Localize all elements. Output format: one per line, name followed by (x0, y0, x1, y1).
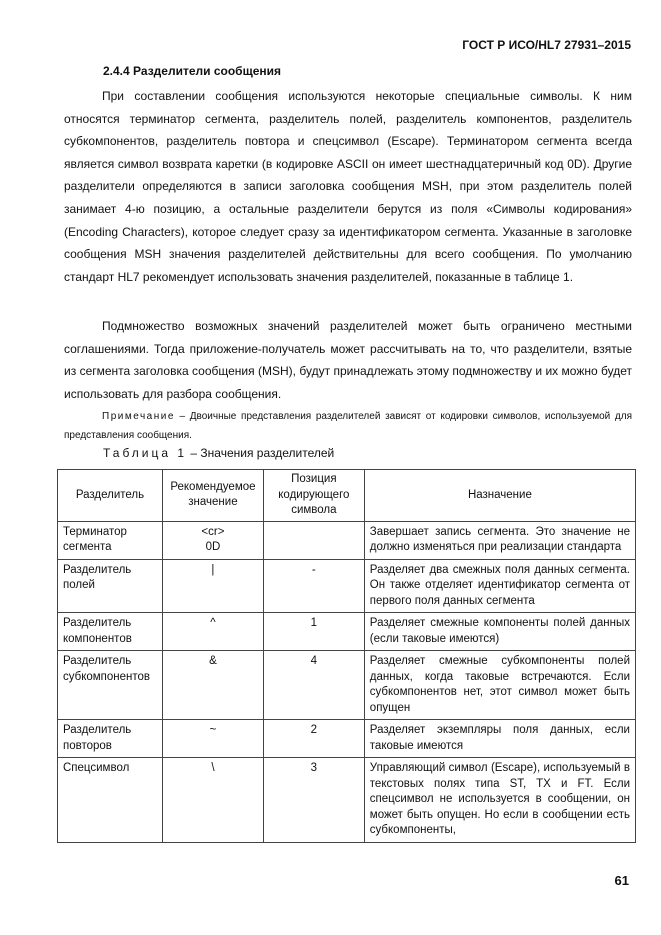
cell-position: 4 (263, 651, 364, 720)
cell-purpose: Разделяет смежные субкомпоненты полей данных, когда таковые встречаются. Если субкомпонентов нет, этот символ может быть опущен (364, 651, 635, 720)
value-line-2: 0D (205, 541, 221, 553)
cell-delimiter-name: Разделитель повторов (58, 720, 163, 758)
cell-purpose: Разделяет экземпляры поля данных, если таковые имеются (364, 720, 635, 758)
cell-recommended-value: ~ (162, 720, 263, 758)
paragraph-delimiter-subset: Подмножество возможных значений разделителей может быть ограничено местными соглашениями. Тогда приложение-получатель может рассчитывать на то, что разделители, взятые из сегмента заголовка сообщения (MSH), будут принадлежать этому подмножеству и их можно будет использовать для разбора сообщения. (64, 319, 632, 401)
table-caption-text: – Значения разделителей (187, 446, 335, 460)
cell-delimiter-name: Терминатор сегмента (58, 521, 163, 559)
delimiters-table (57, 469, 636, 843)
cell-purpose: Разделяет смежные компоненты полей данных (если таковые имеются) (364, 613, 635, 651)
cell-recommended-value: ^ (162, 613, 263, 651)
cell-position: - (263, 559, 364, 613)
page-number: 61 (614, 873, 629, 888)
cell-recommended-value: \ (162, 758, 263, 843)
table-row (58, 758, 636, 843)
header-delimiter: Разделитель (58, 470, 163, 522)
cell-delimiter-name: Спецсимвол (58, 758, 163, 843)
cell-purpose: Разделяет два смежных поля данных сегмента. Он также отделяет идентификатор сегмента от первого поля данных сегмента (364, 559, 635, 613)
document-code-header: ГОСТ Р ИСО/HL7 27931–2015 (462, 38, 631, 52)
section-title: 2.4.4 Разделители сообщения (103, 64, 282, 78)
header-recommended-value: Рекомендуемое значение (162, 470, 263, 522)
cell-delimiter-name: Разделитель компонентов (58, 613, 163, 651)
header-purpose: Назначение (364, 470, 635, 522)
table-row (58, 521, 636, 559)
cell-position: 3 (263, 758, 364, 843)
table-row (58, 613, 636, 651)
note-text: – Двоичные представления разделителей зависят от кодировки символов, используемой для представления сообщения. (64, 411, 632, 441)
cell-delimiter-name: Разделитель полей (58, 559, 163, 613)
table-row (58, 559, 636, 613)
note-label: Примечание (102, 411, 175, 422)
cell-purpose: Завершает запись сегмента. Это значение не должно изменяться при реализации стандарта (364, 521, 635, 559)
table-caption (103, 446, 334, 460)
value-line-1: <cr> (201, 525, 225, 538)
table-caption-label: Таблица 1 (103, 446, 188, 460)
table-header-row (58, 470, 636, 522)
table-row (58, 720, 636, 758)
cell-position: 2 (263, 720, 364, 758)
table-row (58, 651, 636, 720)
paragraph-delimiters-intro: При составлении сообщения используются некоторые специальные символы. К ним относятся терминатор сегмента, разделитель полей, разделитель компонентов, разделитель субкомпонентов, разделитель повтора и спецсимвол (Escape). Терминатором сегмента всегда является символ возврата каретки (в кодировке ASCII он имеет шестнадцатеричный код 0D). Другие разделители определяются в записи заголовка сообщения MSH, при этом разделитель полей занимает 4-ю позицию, а остальные разделители берутся из поля «Символы кодирования» (Encoding Characters), которое следует сразу за идентификатором сегмента. Указанные в заголовке сообщения MSH значения разделителей действительны для всего сообщения. По умолчанию стандарт HL7 рекомендует использовать значения разделителей, показанные в таблице 1. (64, 89, 632, 284)
cell-position (263, 521, 364, 559)
cell-recommended-value: & (162, 651, 263, 720)
cell-delimiter-name: Разделитель субкомпонентов (58, 651, 163, 720)
note (64, 407, 632, 445)
cell-purpose: Управляющий символ (Escape), используемый в текстовых полях типа ST, TX и FT. Если спецсимвол не используется в сообщении, он может быть опущен. Но если в сообщении есть субкомпоненты, (364, 758, 635, 843)
cell-position: 1 (263, 613, 364, 651)
cell-recommended-value: | (162, 559, 263, 613)
header-encoding-position: Позиция кодирующего символа (263, 470, 364, 522)
cell-recommended-value (162, 521, 263, 559)
